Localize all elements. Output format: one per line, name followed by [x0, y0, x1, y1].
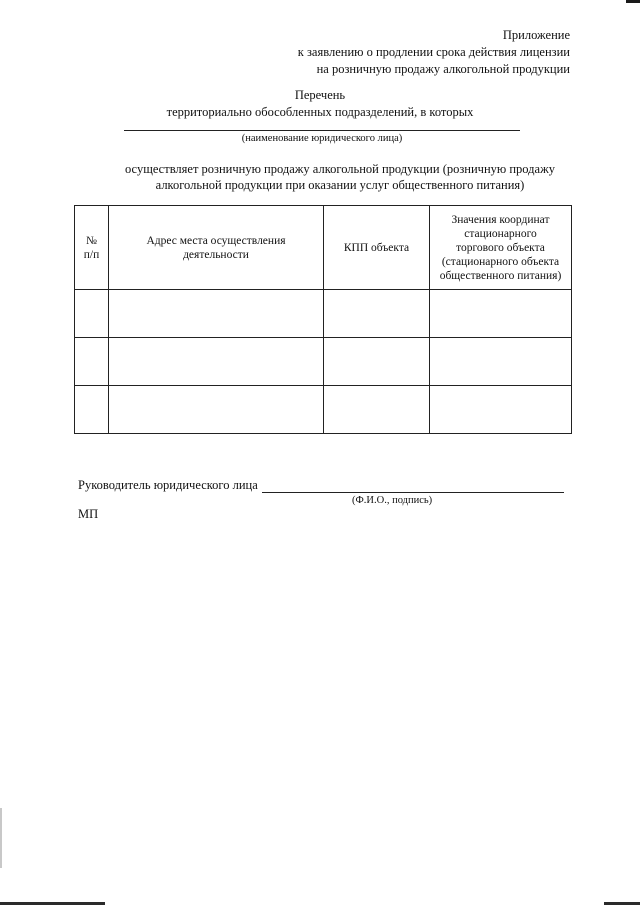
sales-description [70, 161, 610, 193]
appendix-line-2: к заявлению о продлении срока действия лицензии [297, 45, 570, 59]
cell-address[interactable] [109, 290, 324, 338]
signature-caption: (Ф.И.О., подпись) [352, 495, 433, 506]
cell-coordinates[interactable] [430, 290, 572, 338]
cell-kpp[interactable] [324, 290, 430, 338]
scan-edge-mark-bottom [0, 900, 640, 905]
appendix-line-1: Приложение [502, 28, 570, 42]
header-coordinates-line-3: торгового объекта [456, 241, 545, 254]
header-number-line-2: п/п [83, 248, 100, 261]
header-coordinates [430, 206, 572, 290]
table-header-row [75, 206, 572, 290]
cell-coordinates[interactable] [430, 338, 572, 386]
cell-kpp[interactable] [324, 338, 430, 386]
sales-description-line-1: осуществляет розничную продажу алкогольной продукции (розничную продажу [125, 162, 555, 176]
header-coordinates-line-4: (стационарного объекта [441, 255, 560, 268]
header-coordinates-line-2: стационарного [464, 227, 537, 240]
scan-edge-mark-top [626, 0, 640, 3]
cell-number[interactable] [75, 290, 109, 338]
header-address-line-1: Адрес места осуществления [146, 234, 286, 247]
cell-kpp[interactable] [324, 386, 430, 434]
header-coordinates-line-1: Значения координат [451, 213, 550, 226]
signature-line[interactable] [262, 492, 564, 493]
header-address-line-2: деятельности [183, 248, 249, 261]
cell-address[interactable] [109, 386, 324, 434]
sales-description-line-2: алкогольной продукции при оказании услуг общественного питания) [155, 178, 525, 192]
stamp-place-label: МП [78, 507, 99, 521]
cell-number[interactable] [75, 386, 109, 434]
table-row [75, 386, 572, 434]
legal-entity-name-line [124, 130, 520, 131]
head-of-entity-label: Руководитель юридического лица [78, 478, 258, 492]
table-row [75, 338, 572, 386]
document-subtitle: территориально обособленных подразделений, в которых [166, 105, 474, 119]
subdivisions-table [74, 205, 572, 434]
header-number [75, 206, 109, 290]
cell-address[interactable] [109, 338, 324, 386]
cell-coordinates[interactable] [430, 386, 572, 434]
header-address [109, 206, 324, 290]
cell-number[interactable] [75, 338, 109, 386]
scan-edge-mark-left [0, 808, 2, 868]
legal-entity-caption: (наименование юридического лица) [241, 133, 403, 144]
document-title: Перечень [294, 88, 346, 102]
appendix-line-3: на розничную продажу алкогольной продукции [316, 62, 570, 76]
table-row [75, 290, 572, 338]
header-number-line-1: № [86, 234, 97, 247]
header-coordinates-line-5: общественного питания) [439, 269, 562, 282]
appendix-header [298, 27, 570, 78]
header-kpp: КПП объекта [324, 206, 430, 290]
